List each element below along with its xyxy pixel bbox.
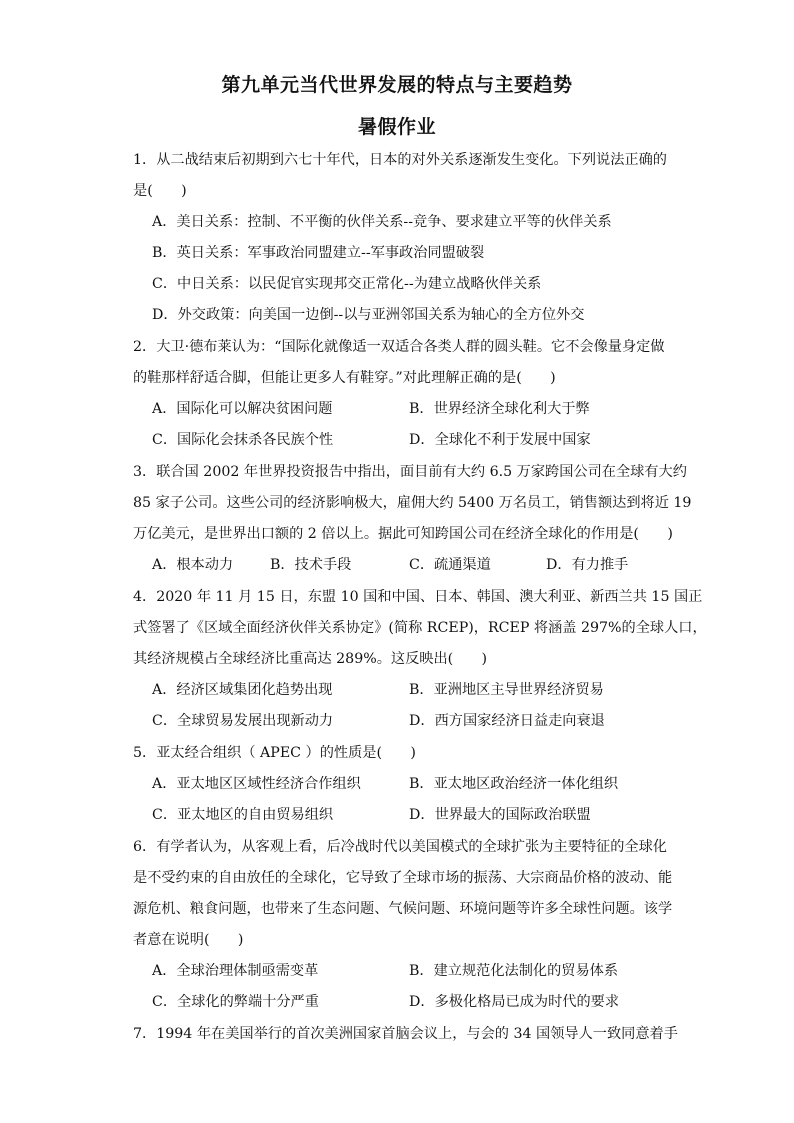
q3-option-c[interactable]: C．疏通渠道	[409, 557, 491, 573]
q2-stem-line-2: 的鞋那样舒适合脚，但能让更多人有鞋穿。”对此理解正确的是( )	[133, 370, 556, 386]
q4-option-d[interactable]: D．西方国家经济日益走向衰退	[409, 713, 605, 729]
q5-option-c[interactable]: C．亚太地区的自由贸易组织	[152, 807, 334, 823]
q4-option-b[interactable]: B．亚洲地区主导世界经济贸易	[409, 682, 604, 698]
q6-option-a[interactable]: A．全球治理体制亟需变革	[152, 963, 319, 979]
q1-option-b[interactable]: B．英日关系：军事政治同盟建立--军事政治同盟破裂	[152, 245, 485, 261]
q2-option-d[interactable]: D．全球化不利于发展中国家	[409, 432, 591, 448]
q6-option-b[interactable]: B．建立规范化法制化的贸易体系	[409, 963, 619, 979]
q3-option-d[interactable]: D．有力推手	[546, 557, 629, 573]
document-title: 第九单元当代世界发展的特点与主要趋势	[221, 74, 573, 96]
q6-stem-line-2: 是不受约束的自由放任的全球化，它导致了全球市场的振荡、大宗商品价格的波动、能	[133, 870, 673, 886]
q5-option-a[interactable]: A．亚太地区区域性经济合作组织	[152, 776, 361, 792]
q5-stem-line-1: 5．亚太经合组织（ APEC ）的性质是( )	[133, 745, 416, 761]
q4-stem-line-1: 4．2020 年 11 月 15 日，东盟 10 国和中国、日本、韩国、澳大利亚、新西兰共 15 国正	[133, 589, 703, 605]
q1-option-a[interactable]: A．美日关系：控制、不平衡的伙伴关系--竞争、要求建立平等的伙伴关系	[152, 214, 612, 230]
q1-stem-line-2: 是( )	[133, 183, 187, 199]
q5-option-b[interactable]: B．亚太地区政治经济一体化组织	[409, 776, 619, 792]
q4-option-a[interactable]: A．经济区域集团化趋势出现	[152, 682, 333, 698]
q6-stem-line-4: 者意在说明( )	[133, 932, 244, 948]
q4-stem-line-2: 式签署了《区域全面经济伙伴关系协定》(简称 RCEP)，RCEP 将涵盖 297%的全球人口，	[133, 620, 707, 636]
q6-stem-line-3: 源危机、粮食问题，也带来了生态问题、气候问题、环境问题等许多全球性问题。该学	[133, 901, 673, 917]
q3-option-b[interactable]: B．技术手段	[270, 557, 352, 573]
q6-option-c[interactable]: C．全球化的弊端十分严重	[152, 994, 319, 1010]
q1-stem-line-1: 1．从二战结束后初期到六七十年代，日本的对外关系逐渐发生变化。下列说法正确的	[133, 152, 667, 168]
q7-stem-line-1: 7．1994 年在美国举行的首次美洲国家首脑会议上，与会的 34 国领导人一致同意着手	[133, 1026, 678, 1042]
q2-option-c[interactable]: C．国际化会抹杀各民族个性	[152, 432, 334, 448]
q6-stem-line-1: 6．有学者认为，从客观上看，后冷战时代以美国模式的全球扩张为主要特征的全球化	[133, 839, 667, 855]
q2-option-a[interactable]: A．国际化可以解决贫困问题	[152, 401, 333, 417]
q5-option-d[interactable]: D．世界最大的国际政治联盟	[409, 807, 591, 823]
q2-stem-line-1: 2．大卫·德布莱认为：“国际化就像适一双适合各类人群的圆头鞋。它不会像量身定做	[133, 339, 665, 355]
document-subtitle: 暑假作业	[357, 116, 436, 138]
q3-stem-line-1: 3．联合国 2002 年世界投资报告中指出，面目前有大约 6.5 万家跨国公司在全球有大约	[133, 464, 687, 480]
q2-option-b[interactable]: B．世界经济全球化利大于弊	[409, 401, 590, 417]
q3-stem-line-3: 万亿美元，是世界出口额的 2 倍以上。据此可知跨国公司在经济全球化的作用是( )	[133, 526, 673, 542]
q1-option-d[interactable]: D．外交政策：向美国一边倒--以与亚洲邻国关系为轴心的全方位外交	[152, 307, 585, 323]
q1-option-c[interactable]: C．中日关系：以民促官实现邦交正常化--为建立战略伙伴关系	[152, 276, 542, 292]
q4-stem-line-3: 其经济规模占全球经济比重高达 289%。这反映出( )	[133, 651, 488, 667]
q3-option-a[interactable]: A．根本动力	[152, 557, 234, 573]
q6-option-d[interactable]: D．多极化格局已成为时代的要求	[409, 994, 620, 1010]
q3-stem-line-2: 85 家子公司。这些公司的经济影响极大，雇佣大约 5400 万名员工，销售额达到将近 19	[133, 495, 692, 511]
q4-option-c[interactable]: C．全球贸易发展出现新动力	[152, 713, 334, 729]
